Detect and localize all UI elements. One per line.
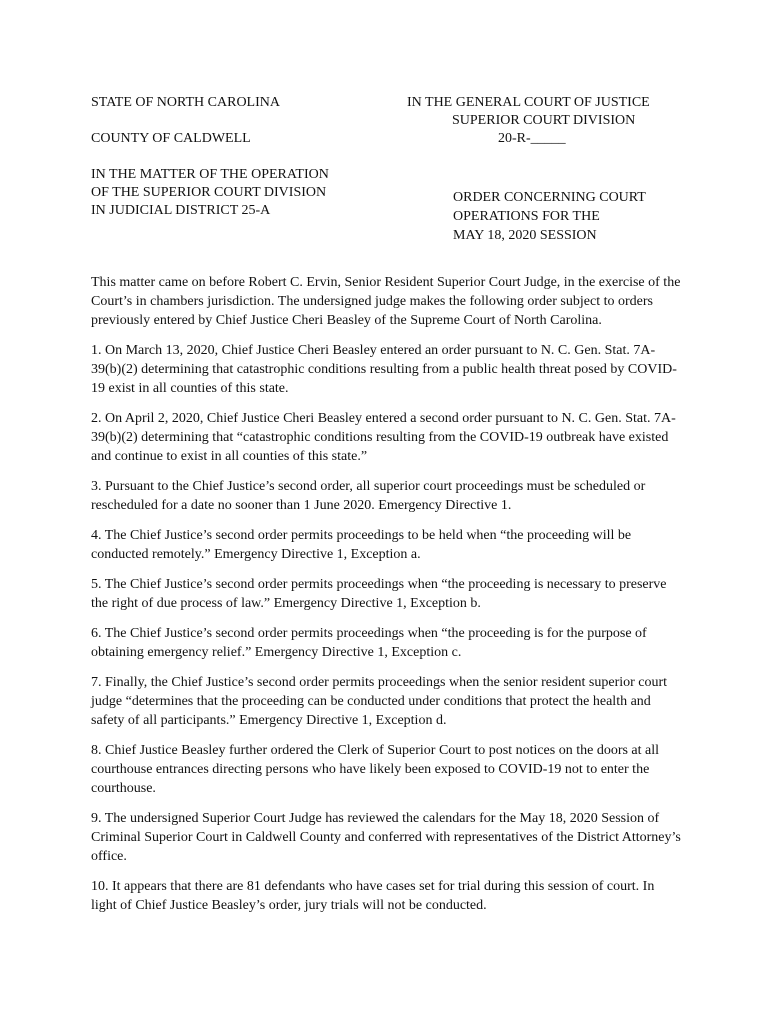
numbered-paragraph: 1. On March 13, 2020, Chief Justice Cheri Beasley entered an order pursuant to N. C. Gen. Stat. 7A-39(b)(2) determining that catastrophic conditions resulting from a public health threat posed by COVID-19 exist in all counties of this state. xyxy=(91,343,677,396)
order-title-line-2: OPERATIONS FOR THE xyxy=(453,209,600,224)
numbered-paragraph: 3. Pursuant to the Chief Justice’s second order, all superior court proceedings must be scheduled or rescheduled for a date no sooner than 1 June 2020. Emergency Directive 1. xyxy=(91,479,646,513)
numbered-paragraph: 7. Finally, the Chief Justice’s second order permits proceedings when the senior resident superior court judge “determines that the proceeding can be conducted under conditions that protect the health and safety of all participants.” Emergency Directive 1, Exception d. xyxy=(91,675,668,728)
caption-spacer xyxy=(91,148,391,166)
matter-line-2: OF THE SUPERIOR COURT DIVISION xyxy=(91,185,327,200)
order-body xyxy=(91,273,681,926)
order-title-block xyxy=(453,188,693,245)
numbered-paragraph: 4. The Chief Justice’s second order permits proceedings to be held when “the proceeding will be conducted remotely.” Emergency Directive 1, Exception a. xyxy=(91,528,632,562)
order-title-line-3: MAY 18, 2020 SESSION xyxy=(453,228,597,243)
order-title-line-1: ORDER CONCERNING COURT xyxy=(453,190,646,205)
caption-left-block xyxy=(91,94,391,220)
numbered-paragraph: 6. The Chief Justice’s second order permits proceedings when “the proceeding is for the purpose of obtaining emergency relief.” Emergency Directive 1, Exception c. xyxy=(91,626,647,660)
caption-spacer xyxy=(91,112,391,130)
numbered-paragraph: 2. On April 2, 2020, Chief Justice Cheri Beasley entered a second order pursuant to N. C. Gen. Stat. 7A-39(b)(2) determining that “catastrophic conditions resulting from the COVID-19 outbreak have existed and continue to exist in all counties of this state.” xyxy=(91,411,676,464)
numbered-paragraph: 10. It appears that there are 81 defendants who have cases set for trial during this session of court. In light of Chief Justice Beasley’s order, jury trials will not be conducted. xyxy=(91,879,655,913)
numbered-paragraph: 5. The Chief Justice’s second order permits proceedings when “the proceeding is necessary to preserve the right of due process of law.” Emergency Directive 1, Exception b. xyxy=(91,577,667,611)
matter-line-3: IN JUDICIAL DISTRICT 25-A xyxy=(91,203,271,218)
numbered-paragraph: 8. Chief Justice Beasley further ordered the Clerk of Superior Court to post notices on the doors at all courthouse entrances directing persons who have likely been exposed to COVID-19 not to enter the courthouse. xyxy=(91,743,660,796)
court-line-2: SUPERIOR COURT DIVISION xyxy=(452,113,636,128)
state-line: STATE OF NORTH CAROLINA xyxy=(91,95,280,110)
court-line-1: IN THE GENERAL COURT OF JUSTICE xyxy=(407,95,650,110)
numbered-paragraph: 9. The undersigned Superior Court Judge has reviewed the calendars for the May 18, 2020 Session of Criminal Superior Court in Caldwell County and conferred with representatives of the District Attorney’s office. xyxy=(91,811,681,864)
caption-right-block xyxy=(400,94,680,148)
intro-paragraph: This matter came on before Robert C. Ervin, Senior Resident Superior Court Judge, in the exercise of the Court’s in chambers jurisdiction. The undersigned judge makes the following order subject to orders previously entered by Chief Justice Cheri Beasley of the Supreme Court of North Carolina. xyxy=(91,275,681,328)
matter-line-1: IN THE MATTER OF THE OPERATION xyxy=(91,167,329,182)
county-line: COUNTY OF CALDWELL xyxy=(91,131,251,146)
file-number: 20-R-_____ xyxy=(498,131,566,146)
